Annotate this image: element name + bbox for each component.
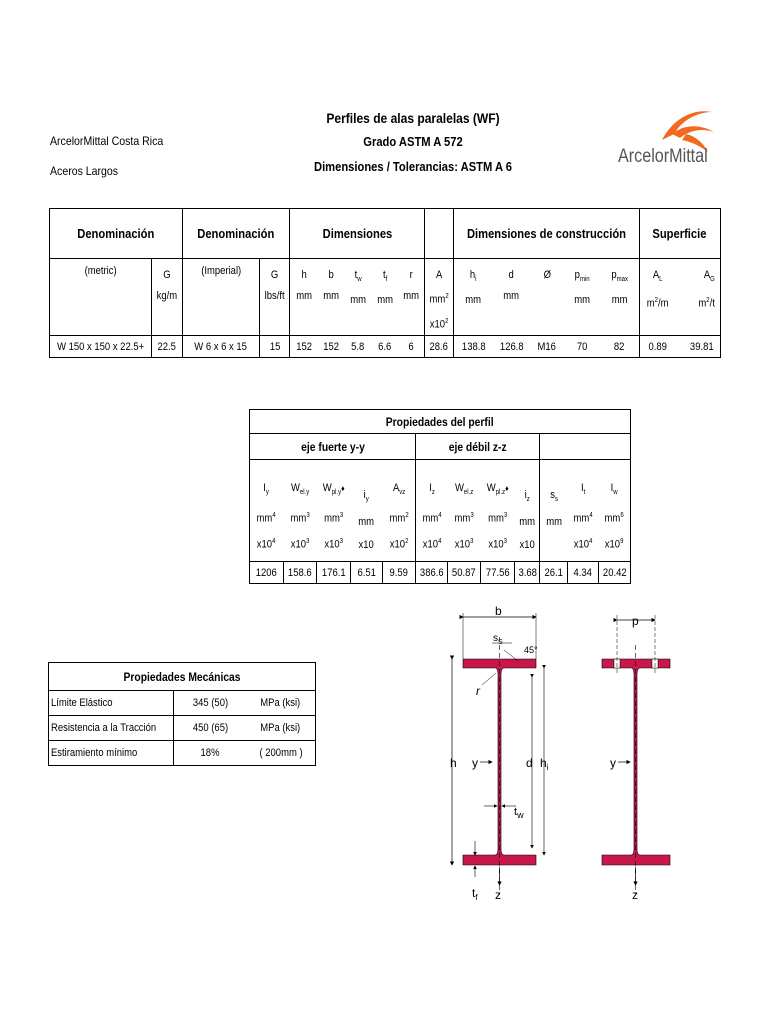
- prop-mult: x10: [290, 539, 306, 551]
- cell-r: 6: [408, 340, 414, 353]
- prop-symbol-sub: el.y: [299, 488, 310, 496]
- prop-header-cell: [351, 460, 383, 562]
- prop-symbol: A: [392, 481, 399, 494]
- prop-unit: mm: [519, 516, 535, 528]
- prop-unit-sup: 3: [470, 511, 474, 519]
- prop-mult: x10: [389, 539, 405, 551]
- prop-value-cell: [317, 562, 351, 584]
- surface-header: Superficie: [652, 226, 707, 241]
- svg-text:hi: [540, 756, 549, 772]
- mech-unit: MPa (ksi): [260, 697, 301, 709]
- prop-symbol: W: [486, 481, 496, 494]
- label-hi-sub: i: [546, 763, 549, 772]
- cell-ag: 39.81: [690, 340, 715, 353]
- label-tw: t: [514, 806, 518, 818]
- prop-mult: x10: [605, 539, 621, 551]
- mech-title: Propiedades Mecánicas: [123, 669, 241, 684]
- hi-symbol: h: [470, 269, 476, 281]
- prop-symbol-sub: y: [365, 496, 369, 503]
- label-z: z: [495, 888, 501, 902]
- prop-unit-sup: 3: [339, 511, 344, 519]
- cell-a: 28.6: [429, 340, 449, 353]
- mech-value: 450 (65): [192, 722, 228, 734]
- label-tw-sub: w: [517, 810, 524, 820]
- prop-unit: mm: [358, 516, 375, 528]
- a-mult: x10: [429, 318, 445, 331]
- prop-value-cell: [416, 562, 448, 584]
- label-tf-sub: f: [475, 893, 478, 902]
- prop-value: 6.51: [357, 566, 376, 579]
- prop-unit: mm: [257, 512, 273, 525]
- prop-unit: mm: [545, 516, 562, 528]
- prop-unit: mm: [324, 512, 340, 525]
- prop-mult: x10: [324, 539, 340, 551]
- cell-g: 22.5: [157, 340, 177, 353]
- prop-mult-sup: 9: [620, 538, 624, 546]
- prop-mult-sup: 3: [305, 538, 310, 546]
- table-row: [49, 691, 316, 716]
- pmin-symbol: p: [574, 269, 580, 281]
- prop-mult: x10: [257, 539, 273, 551]
- prop-symbol-sub: pl.z: [495, 488, 506, 496]
- prop-symbol-sub: s: [554, 496, 558, 503]
- cell-imperial: W 6 x 6 x 15: [194, 340, 248, 353]
- al-unit-sup: 2: [655, 297, 659, 305]
- phi-symbol: Ø: [543, 269, 551, 281]
- prop-symbol: W: [454, 481, 464, 494]
- prop-header-cell: [599, 460, 631, 562]
- label-hi: h: [540, 756, 547, 770]
- prop-header-cell: [317, 460, 351, 562]
- a-unit: mm: [429, 293, 446, 306]
- prop-unit: mm: [604, 512, 621, 525]
- cell-phi: M16: [537, 340, 557, 353]
- prop-value: 3.68: [518, 566, 537, 579]
- hi-unit: mm: [465, 294, 482, 307]
- a-unit-sup: 2: [445, 293, 449, 300]
- a-mult-sup: 2: [444, 317, 449, 325]
- cell-metric: W 150 x 150 x 22.5+: [57, 340, 145, 353]
- g-unit: kg/m: [156, 290, 178, 302]
- prop-unit-sup: 4: [437, 511, 442, 519]
- prop-mult: x10: [573, 539, 589, 551]
- d-symbol: d: [508, 269, 515, 281]
- prop-symbol: I: [580, 481, 584, 494]
- company-name: ArcelorMittal Costa Rica: [50, 134, 164, 148]
- pmax-symbol: p: [611, 269, 617, 281]
- prop-mult-sup: 2: [404, 538, 408, 546]
- mech-value: 18%: [200, 747, 220, 759]
- label-z2: z: [632, 888, 638, 902]
- prop-unit-sup: 2: [404, 511, 409, 519]
- tf-symbol: t: [382, 269, 386, 281]
- prop-unit: mm: [389, 512, 405, 525]
- prop-symbol: i: [363, 488, 366, 501]
- prop-value: 20.42: [602, 566, 627, 579]
- cell-b: 152: [322, 340, 339, 353]
- prop-header-cell: [567, 460, 599, 562]
- prop-symbol: I: [610, 481, 614, 494]
- tf-sub: f: [385, 276, 388, 284]
- r-unit: mm: [403, 290, 420, 302]
- prop-symbol: i: [524, 488, 527, 501]
- plastic-mark-icon: ♦: [505, 483, 509, 493]
- prop-symbol-sub: y: [266, 488, 270, 496]
- construction-header: Dimensiones de construcción: [466, 226, 626, 241]
- prop-mult-sup: 3: [339, 538, 343, 546]
- label-d: d: [526, 756, 533, 770]
- prop-header-cell: [540, 460, 567, 562]
- prop-symbol-sub: t: [583, 488, 586, 496]
- prop-unit-sup: 4: [272, 511, 277, 519]
- tw-sub: w: [356, 276, 362, 284]
- prop-unit-sup: 3: [306, 511, 310, 519]
- d-unit: mm: [503, 290, 520, 302]
- prop-mult-sup: 3: [470, 538, 474, 546]
- prop-mult: x10: [358, 539, 374, 551]
- table-row: [49, 716, 316, 741]
- prop-header-cell: [481, 460, 515, 562]
- dimensions-table: [49, 208, 721, 358]
- prop-symbol: W: [290, 481, 300, 494]
- ag-unit: m: [698, 297, 707, 310]
- section-properties-table: [249, 409, 631, 584]
- metric-label: (metric): [84, 265, 117, 277]
- prop-mult: x10: [488, 539, 504, 551]
- prop-unit-sup: 3: [504, 511, 508, 519]
- prop-mult-sup: 4: [588, 538, 593, 546]
- g2-unit: lbs/ft: [264, 290, 285, 302]
- prop-mult: x10: [422, 539, 438, 551]
- b-unit: mm: [322, 290, 339, 302]
- cell-tf: 6.6: [378, 340, 392, 353]
- prop-value-cell: [567, 562, 599, 584]
- grade-label: Grado ASTM A 572: [363, 134, 463, 149]
- al-unit: m: [647, 297, 656, 310]
- svg-text:sS: [493, 633, 503, 646]
- tf-unit: mm: [377, 294, 393, 307]
- props-title: Propiedades del perfil: [386, 414, 494, 429]
- prop-value-cell: [283, 562, 317, 584]
- label-b: b: [495, 605, 502, 618]
- prop-header-cell: [283, 460, 317, 562]
- denom-metric-header: Denominación: [77, 226, 155, 241]
- prop-value: 9.59: [389, 566, 409, 579]
- prop-symbol-sub: w: [613, 488, 618, 496]
- prop-mult-sup: 3: [503, 538, 508, 546]
- ag-unit-tail: /t: [709, 297, 715, 310]
- division-name: Aceros Largos: [50, 164, 119, 178]
- cell-tw: 5.8: [351, 340, 365, 353]
- weak-axis-header: eje débil z-z: [448, 439, 507, 454]
- svg-text:tw: [514, 806, 524, 820]
- cell-d: 126.8: [499, 340, 524, 353]
- mech-label: Estiramiento mínimo: [51, 747, 138, 759]
- prop-symbol-sub: el.z: [463, 488, 474, 496]
- prop-value: 386.6: [419, 566, 444, 579]
- prop-value-cell: [382, 562, 416, 584]
- dimensions-header: Dimensiones: [322, 226, 392, 241]
- section-diagram-strong: [440, 605, 570, 905]
- label-h: h: [450, 756, 457, 770]
- ag-symbol: A: [703, 269, 710, 281]
- cell-pmin: 70: [576, 340, 588, 353]
- cell-al: 0.89: [648, 340, 668, 353]
- prop-value-cell: [351, 562, 383, 584]
- pmin-unit: mm: [574, 294, 590, 307]
- prop-value: 1206: [255, 566, 277, 579]
- r-symbol: r: [409, 269, 413, 281]
- mechanical-properties-table: [48, 662, 316, 766]
- prop-symbol: s: [549, 488, 555, 501]
- tw-unit: mm: [349, 294, 366, 307]
- plastic-mark-icon: ♦: [341, 483, 345, 493]
- prop-header-cell: [447, 460, 481, 562]
- prop-symbol-sub: z: [526, 496, 530, 503]
- pmax-unit: mm: [611, 294, 628, 307]
- prop-symbol: W: [322, 481, 332, 494]
- prop-symbol: I: [263, 481, 267, 494]
- tolerances-label: Dimensiones / Tolerancias: ASTM A 6: [314, 159, 512, 174]
- strong-axis-header: eje fuerte y-y: [300, 439, 365, 454]
- section-diagram-bolt: [590, 605, 690, 905]
- table-row: [250, 562, 631, 584]
- prop-symbol: I: [428, 481, 432, 494]
- label-angle: 45°: [524, 645, 538, 655]
- hi-sub: i: [475, 276, 477, 284]
- prop-value-cell: [481, 562, 515, 584]
- pmax-sub: max: [616, 276, 628, 284]
- g-symbol: G: [163, 269, 171, 281]
- al-symbol: A: [653, 269, 660, 281]
- cell-g2: 15: [269, 340, 281, 353]
- mech-label: Límite Elástico: [51, 697, 113, 709]
- prop-value: 176.1: [321, 566, 346, 579]
- al-sub: L: [659, 276, 663, 284]
- prop-unit-sup: 6: [620, 511, 624, 519]
- prop-symbol-sub: vz: [398, 488, 405, 496]
- prop-symbol-sub: z: [431, 488, 435, 496]
- logo-text: ArcelorMittal: [618, 146, 708, 167]
- ag-unit-sup: 2: [706, 297, 710, 305]
- prop-value-cell: [447, 562, 481, 584]
- prop-unit: mm: [488, 512, 505, 525]
- prop-value-cell: [515, 562, 540, 584]
- denom-imperial-header: Denominación: [197, 226, 275, 241]
- prop-header-cell: [382, 460, 416, 562]
- g2-symbol: G: [271, 269, 279, 281]
- cell-pmax: 82: [614, 340, 625, 353]
- prop-value-cell: [250, 562, 284, 584]
- label-y: y: [472, 756, 478, 770]
- prop-value: 4.34: [573, 566, 593, 579]
- table-row: [49, 741, 316, 766]
- prop-header-cell: [416, 460, 448, 562]
- label-tf: t: [472, 886, 476, 900]
- ag-sub: G: [709, 276, 715, 284]
- prop-mult: x10: [519, 539, 535, 551]
- prop-value: 26.1: [544, 566, 563, 579]
- prop-mult-sup: 4: [437, 538, 442, 546]
- prop-unit: mm: [454, 512, 471, 525]
- prop-value-cell: [599, 562, 631, 584]
- cell-hi: 138.8: [461, 340, 486, 353]
- h-unit: mm: [295, 290, 312, 302]
- label-y2: y: [610, 756, 616, 770]
- prop-value-cell: [540, 562, 567, 584]
- mech-unit: MPa (ksi): [260, 722, 301, 734]
- arcelormittal-logo: [612, 100, 722, 175]
- label-r: r: [476, 684, 480, 698]
- a-symbol: A: [435, 269, 442, 281]
- prop-unit: mm: [422, 512, 438, 525]
- label-ss: s: [493, 633, 498, 644]
- mech-label: Resistencia a la Tracción: [51, 722, 157, 734]
- prop-unit-sup: 4: [589, 511, 593, 519]
- mech-value: 345 (50): [192, 697, 228, 709]
- prop-unit: mm: [290, 512, 307, 525]
- imperial-label: (Imperial): [201, 265, 241, 277]
- pmin-sub: min: [579, 276, 590, 284]
- prop-header-cell: [515, 460, 540, 562]
- prop-mult: x10: [454, 539, 471, 551]
- label-p: p: [632, 614, 639, 628]
- prop-unit: mm: [573, 512, 590, 525]
- svg-text:tf: [472, 886, 478, 902]
- prop-value: 50.87: [452, 566, 476, 579]
- mech-unit: ( 200mm ): [259, 747, 303, 759]
- prop-symbol-sub: pl.y: [331, 488, 342, 496]
- prop-value: 77.56: [485, 566, 510, 579]
- cell-h: 152: [295, 340, 312, 353]
- label-ss-sub: S: [498, 639, 503, 646]
- al-unit-tail: /m: [658, 297, 669, 310]
- tw-symbol: t: [354, 269, 357, 281]
- h-symbol: h: [301, 269, 307, 281]
- b-symbol: b: [328, 269, 334, 281]
- page-title: Perfiles de alas paralelas (WF): [326, 110, 500, 126]
- table-row: [50, 336, 721, 358]
- prop-header-cell: [250, 460, 284, 562]
- prop-value: 158.6: [288, 566, 312, 579]
- prop-mult-sup: 4: [272, 538, 276, 546]
